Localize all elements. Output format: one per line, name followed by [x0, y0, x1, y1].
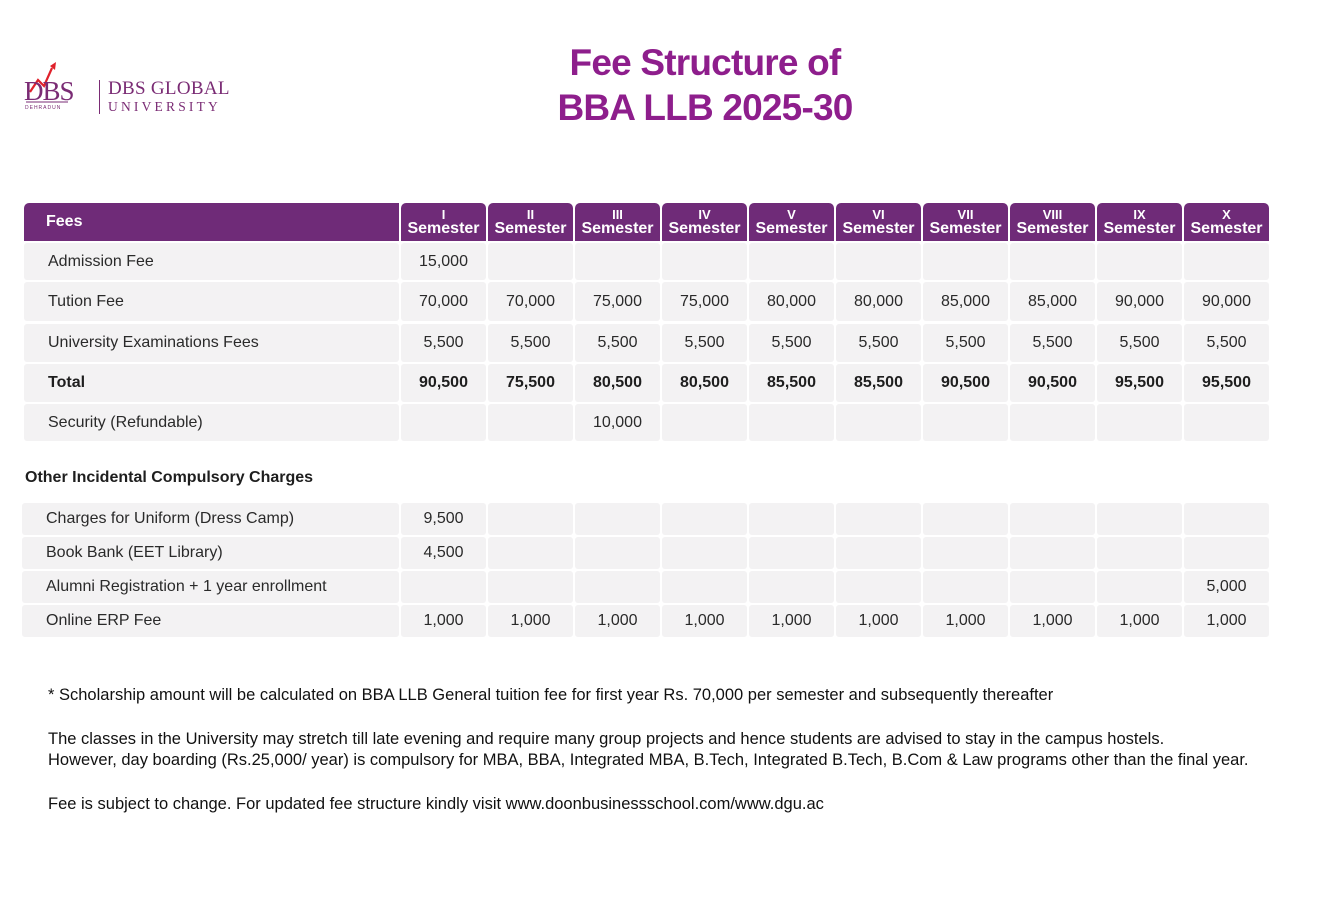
table-cell: [923, 243, 1008, 280]
table-cell: 90,500: [923, 364, 1008, 402]
other-cell: 1,000: [923, 605, 1008, 637]
table-cell: 90,000: [1184, 282, 1269, 321]
table-cell: [488, 404, 573, 441]
table-cell: [1097, 243, 1182, 280]
other-cell: [749, 537, 834, 569]
semester-header: [1184, 203, 1269, 241]
table-cell: 85,500: [749, 364, 834, 402]
semester-label: Semester: [668, 219, 741, 237]
table-cell: 5,500: [1097, 324, 1182, 362]
semester-header: [1010, 203, 1095, 241]
table-cell: 80,000: [836, 282, 921, 321]
other-cell: [401, 571, 486, 603]
table-cell: 10,000: [575, 404, 660, 441]
table-cell: [749, 243, 834, 280]
semester-label: Semester: [929, 219, 1002, 237]
classes-note-line2: However, day boarding (Rs.25,000/ year) is compulsory for MBA, BBA, Integrated MBA, B.Tech, Integrated B.Tech, B.Com & Law programs other than the final year.: [48, 751, 1249, 769]
semester-header: [923, 203, 1008, 241]
other-cell: [575, 571, 660, 603]
other-cell: [575, 537, 660, 569]
classes-note-line1: The classes in the University may stretch till late evening and require many group projects and hence students are advised to stay in the campus hostels.: [48, 730, 1165, 748]
table-cell: 5,500: [923, 324, 1008, 362]
fees-header: Fees: [24, 203, 399, 241]
table-cell: 85,000: [1010, 282, 1095, 321]
other-cell: [1097, 537, 1182, 569]
semester-roman: I: [441, 206, 446, 222]
other-row-label: Alumni Registration + 1 year enrollment: [22, 571, 399, 603]
semester-roman: IX: [1133, 206, 1146, 222]
other-cell: [1010, 537, 1095, 569]
table-cell: 5,500: [662, 324, 747, 362]
other-cell: 1,000: [401, 605, 486, 637]
semester-label: Semester: [581, 219, 654, 237]
other-cell: [662, 537, 747, 569]
other-cell: [923, 537, 1008, 569]
table-row-label: Tution Fee: [24, 282, 399, 321]
other-cell: [1097, 571, 1182, 603]
semester-label: Semester: [1190, 219, 1263, 237]
other-cell: [1010, 571, 1095, 603]
semester-header: [575, 203, 660, 241]
other-cell: 5,000: [1184, 571, 1269, 603]
logo-subtext: DEHRADUN: [25, 105, 62, 111]
other-cell: [488, 503, 573, 535]
semester-roman: VIII: [1042, 206, 1063, 222]
other-cell: [749, 503, 834, 535]
table-cell: 5,500: [401, 324, 486, 362]
other-cell: [1010, 503, 1095, 535]
table-cell: 90,000: [1097, 282, 1182, 321]
other-cell: [836, 537, 921, 569]
semester-roman: IV: [698, 206, 711, 222]
table-cell: [662, 404, 747, 441]
table-cell: 75,500: [488, 364, 573, 402]
other-cell: [1097, 503, 1182, 535]
table-cell: 5,500: [1184, 324, 1269, 362]
other-charges-title: Other Incidental Compulsory Charges: [25, 469, 314, 486]
table-cell: 5,500: [749, 324, 834, 362]
table-cell: 75,000: [662, 282, 747, 321]
table-cell: [923, 404, 1008, 441]
other-cell: 1,000: [662, 605, 747, 637]
table-cell: 95,500: [1184, 364, 1269, 402]
table-cell: 95,500: [1097, 364, 1182, 402]
other-cell: 1,000: [836, 605, 921, 637]
other-cell: 1,000: [488, 605, 573, 637]
table-cell: 5,500: [836, 324, 921, 362]
table-cell: [1184, 404, 1269, 441]
other-cell: [749, 571, 834, 603]
table-row-label: Total: [24, 364, 399, 402]
table-cell: 85,000: [923, 282, 1008, 321]
semester-header: [401, 203, 486, 241]
table-cell: 70,000: [488, 282, 573, 321]
semester-header: [749, 203, 834, 241]
table-cell: [575, 243, 660, 280]
table-cell: 5,500: [1010, 324, 1095, 362]
page-title-line2: BBA LLB 2025-30: [557, 87, 853, 128]
table-cell: [1010, 243, 1095, 280]
other-cell: [923, 571, 1008, 603]
other-cell: [488, 571, 573, 603]
table-cell: [488, 243, 573, 280]
semester-roman: II: [526, 206, 535, 222]
other-cell: [1184, 503, 1269, 535]
other-cell: [1184, 537, 1269, 569]
table-cell: [1010, 404, 1095, 441]
table-cell: 15,000: [401, 243, 486, 280]
fee-change-note: Fee is subject to change. For updated fee structure kindly visit www.doonbusinessschool.com/www.dgu.ac: [48, 795, 824, 813]
logo-letters: DBS: [24, 76, 74, 106]
semester-label: Semester: [755, 219, 828, 237]
other-cell: 1,000: [1184, 605, 1269, 637]
other-cell: [575, 503, 660, 535]
other-row-label: Online ERP Fee: [22, 605, 399, 637]
table-cell: 70,000: [401, 282, 486, 321]
page-title-line1: Fee Structure of: [569, 42, 841, 83]
dbs-logo: [24, 62, 230, 118]
other-row-label: Book Bank (EET Library): [22, 537, 399, 569]
table-cell: 90,500: [401, 364, 486, 402]
other-cell: 1,000: [1097, 605, 1182, 637]
semester-label: Semester: [1103, 219, 1176, 237]
semester-roman: V: [787, 206, 796, 222]
other-cell: [488, 537, 573, 569]
other-cell: [836, 571, 921, 603]
table-cell: [1184, 243, 1269, 280]
other-cell: [836, 503, 921, 535]
table-cell: [1097, 404, 1182, 441]
table-cell: 80,500: [575, 364, 660, 402]
table-cell: 5,500: [488, 324, 573, 362]
other-cell: 4,500: [401, 537, 486, 569]
table-cell: [836, 243, 921, 280]
other-row-label: Charges for Uniform (Dress Camp): [22, 503, 399, 535]
semester-roman: VI: [872, 206, 885, 222]
semester-label: Semester: [1016, 219, 1089, 237]
table-cell: 90,500: [1010, 364, 1095, 402]
logo-name-line1: DBS GLOBAL: [108, 78, 230, 99]
table-cell: 80,000: [749, 282, 834, 321]
table-cell: 5,500: [575, 324, 660, 362]
other-cell: 1,000: [1010, 605, 1095, 637]
other-cell: [662, 503, 747, 535]
semester-header: [662, 203, 747, 241]
table-row-label: Security (Refundable): [24, 404, 399, 441]
semester-header: [1097, 203, 1182, 241]
semester-roman: III: [612, 206, 623, 222]
other-cell: 1,000: [749, 605, 834, 637]
other-cell: 1,000: [575, 605, 660, 637]
semester-header: [836, 203, 921, 241]
logo-divider: [99, 80, 100, 114]
other-cell: 9,500: [401, 503, 486, 535]
table-row-label: Admission Fee: [24, 243, 399, 280]
semester-label: Semester: [494, 219, 567, 237]
other-cell: [662, 571, 747, 603]
table-cell: 85,500: [836, 364, 921, 402]
semester-roman: X: [1222, 206, 1231, 222]
table-cell: 80,500: [662, 364, 747, 402]
table-cell: [662, 243, 747, 280]
semester-label: Semester: [407, 219, 480, 237]
table-cell: 75,000: [575, 282, 660, 321]
semester-label: Semester: [842, 219, 915, 237]
semester-roman: VII: [957, 206, 974, 222]
table-row-label: University Examinations Fees: [24, 324, 399, 362]
semester-header: [488, 203, 573, 241]
table-cell: [749, 404, 834, 441]
scholarship-note: * Scholarship amount will be calculated on BBA LLB General tuition fee for first year Rs. 70,000 per semester and subsequently thereafter: [48, 686, 1054, 704]
other-cell: [923, 503, 1008, 535]
logo-name-line2: UNIVERSITY: [108, 99, 221, 114]
table-cell: [401, 404, 486, 441]
table-cell: [836, 404, 921, 441]
